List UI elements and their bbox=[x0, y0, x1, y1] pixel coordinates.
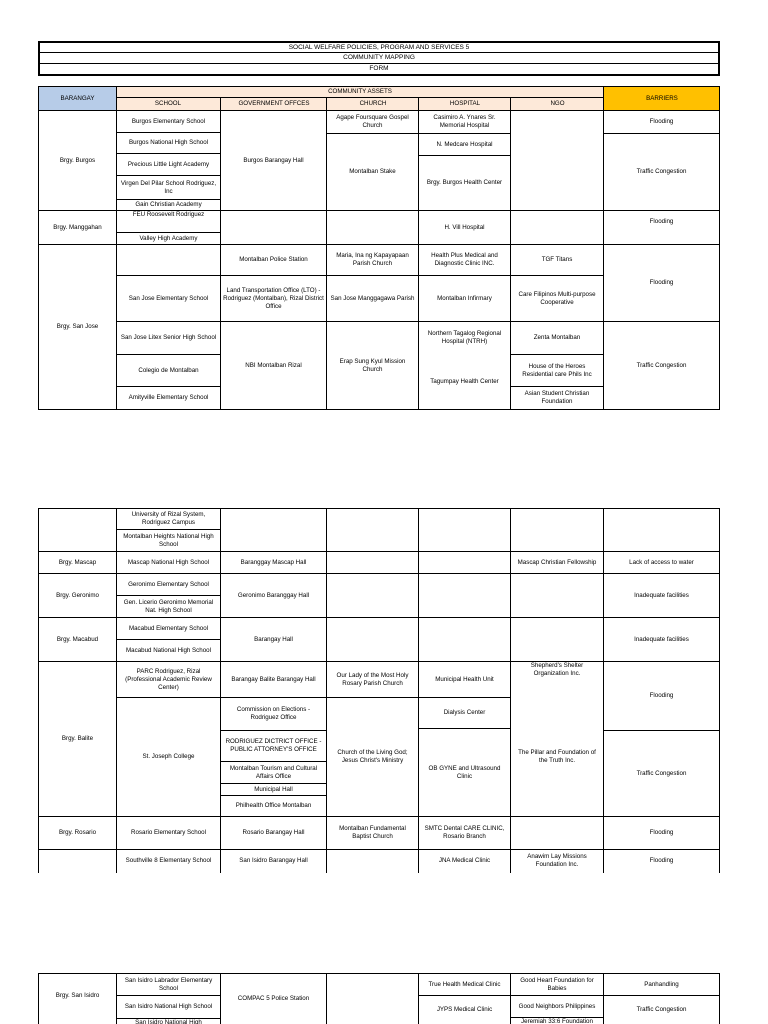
barrier-cell: Flooding bbox=[649, 857, 674, 864]
school-cell: Macabud National High School bbox=[126, 646, 211, 654]
school-cell: Burgos Elementary School bbox=[131, 117, 206, 125]
school-header: SCHOOL bbox=[154, 100, 182, 107]
church-cell: Agape Foursquare Gospel Church bbox=[336, 114, 409, 129]
barrier-cell: Lack of access to water bbox=[629, 558, 694, 566]
ngo-cell: House of the Heroes Residential care Phils Inc bbox=[522, 362, 592, 378]
barangay-name: Brgy. Mascap bbox=[58, 558, 97, 566]
border bbox=[38, 74, 720, 76]
hospital-cell: True Health Medical Clinic bbox=[428, 980, 501, 988]
ngo-cell: Good Heart Foundation for Babies bbox=[520, 976, 594, 992]
barrier-cell: Traffic Congestion bbox=[636, 1006, 687, 1013]
gov-cell: Montalban Tourism and Cultural Affairs Office bbox=[229, 764, 318, 780]
hospital-cell: OB GYNE and Ultrasound Clinic bbox=[428, 764, 501, 780]
barangay-header: BARANGAY bbox=[60, 95, 95, 102]
barrier-cell: Inadequate facilities bbox=[634, 635, 689, 643]
ngo-cell: Zenta Montalban bbox=[533, 334, 581, 341]
school-cell: Amityville Elementary School bbox=[128, 394, 209, 401]
school-cell: San Jose Elementary School bbox=[128, 294, 209, 302]
school-cell: Gen. Licerio Geronimo Memorial Nat. High School bbox=[123, 598, 214, 614]
gov-cell: Geronimo Baranggay Hall bbox=[237, 591, 310, 599]
hospital-cell: Casimiro A. Ynares Sr. Memorial Hospital bbox=[433, 114, 496, 129]
gov-cell: Burgos Barangay Hall bbox=[243, 156, 304, 164]
barrier-cell: Flooding bbox=[649, 218, 674, 225]
school-cell: San Isidro National High bbox=[135, 1019, 202, 1024]
border bbox=[718, 41, 720, 76]
barangay-name: Brgy. San Isidro bbox=[55, 992, 100, 999]
school-cell: Montalban Heights National High School bbox=[123, 532, 214, 548]
school-cell: Geronimo Elementary School bbox=[128, 580, 209, 588]
barangay-name: Brgy. Macabud bbox=[56, 635, 99, 643]
gov-cell: Philhealth Office Montalban bbox=[235, 802, 312, 809]
hospital-cell: JNA Medical Clinic bbox=[438, 857, 491, 864]
barangay-name: Brgy. Geronimo bbox=[56, 591, 99, 599]
ngo-cell: The Pillar and Foundation of the Truth Inc. bbox=[518, 749, 596, 764]
school-cell: Virgen Del Pilar School Rodriguez, Inc bbox=[120, 179, 217, 195]
gov-header: GOVERNMENT OFFCES bbox=[238, 100, 310, 107]
church-cell: Maria, Ina ng Kapayapaan Parish Church bbox=[336, 252, 409, 267]
school-cell: Colegio de Montalban bbox=[138, 366, 199, 374]
gov-cell: San Isidro Barangay Hall bbox=[239, 857, 308, 864]
school-cell: FEU Roosevelt Rodriguez bbox=[132, 211, 205, 218]
school-cell: PARC Rodriguez, Rizal (Professional Academic Review Center) bbox=[125, 667, 212, 691]
hospital-cell: Brgy. Burgos Health Center bbox=[426, 179, 503, 186]
school-cell: Macabud Elementary School bbox=[128, 624, 209, 632]
school-cell: Gain Christian Academy bbox=[135, 201, 202, 208]
hospital-cell: Municipal Health Unit bbox=[435, 675, 494, 683]
doc-title-line1: SOCIAL WELFARE POLICIES, PROGRAM AND SERVICES 5 bbox=[288, 43, 470, 51]
ngo-cell: TGF Titans bbox=[541, 256, 573, 263]
hospital-header: HOSPITAL bbox=[449, 100, 481, 107]
doc-title-line2: COMMUNITY MAPPING bbox=[343, 54, 415, 61]
barangay-name: Brgy. Rosario bbox=[58, 829, 97, 836]
school-cell: San Isidro Labrador Elementary School bbox=[124, 976, 213, 992]
school-cell: Mascap National High School bbox=[127, 558, 210, 566]
barrier-cell: Flooding bbox=[649, 692, 674, 699]
school-cell: Valley High Academy bbox=[139, 234, 198, 242]
community-assets-header: COMMUNITY ASSETS bbox=[328, 88, 392, 95]
barangay-name: Brgy. Balite bbox=[61, 735, 94, 742]
ngo-cell: Anawim Lay Missions Foundation Inc. bbox=[527, 853, 587, 868]
barrier-cell: Inadequate facilities bbox=[634, 591, 689, 599]
gov-cell: Baranggay Mascap Hall bbox=[240, 558, 307, 566]
barrier-cell: Traffic Congestion bbox=[636, 769, 687, 777]
barriers-header: BARRIERS bbox=[646, 95, 678, 102]
barrier-cell: Flooding bbox=[649, 279, 674, 286]
school-cell: San Jose Litex Senior High School bbox=[120, 334, 217, 341]
church-cell: Montalban Stake bbox=[349, 168, 396, 175]
ngo-cell: Asian Student Christian Foundation bbox=[524, 390, 590, 405]
gov-cell: Barangay Balite Barangay Hall bbox=[231, 675, 316, 683]
hospital-cell: Dialysis Center bbox=[443, 709, 486, 716]
ngo-cell: Jeremiah 33:6 Foundation bbox=[521, 1018, 593, 1024]
gov-cell: Rosario Barangay Hall bbox=[242, 829, 305, 836]
gov-cell: Montalban Police Station bbox=[239, 256, 308, 263]
hospital-cell: N. Medcare Hospital bbox=[436, 140, 493, 148]
gov-cell: RODRIGUEZ DICTRICT OFFICE - PUBLIC ATTORNEY'S OFFICE bbox=[225, 738, 322, 753]
hospital-cell: Health Plus Medical and Diagnostic Clinic INC. bbox=[431, 252, 498, 267]
school-cell: St. Joseph College bbox=[142, 753, 195, 760]
barrier-cell: Traffic Congestion bbox=[636, 361, 687, 369]
school-cell: Precious Little Light Academy bbox=[127, 160, 210, 168]
barangay-name: Brgy. San Jose bbox=[56, 323, 99, 330]
hospital-cell: JYPS Medical Clinic bbox=[436, 1006, 493, 1013]
hospital-cell: Montalban Infirmary bbox=[437, 294, 492, 302]
hospital-cell: SMTC Dental CARE CLINIC, Rosario Branch bbox=[424, 825, 505, 840]
church-cell: Erap Sung Kyul Mission Church bbox=[339, 357, 406, 373]
church-cell: Our Lady of the Most Holy Rosary Parish Church bbox=[336, 671, 409, 687]
ngo-cell: Shepherd's Shelter Organization Inc. bbox=[530, 662, 584, 677]
ngo-cell: Care Filipinos Multi-purpose Cooperative bbox=[518, 290, 596, 306]
gov-cell: Barangay Hall bbox=[254, 635, 293, 643]
school-cell: San Isidro National High School bbox=[124, 1003, 213, 1010]
gov-cell: Municipal Hall bbox=[254, 785, 293, 793]
school-cell: University of Rizal System, Rodriguez Campus bbox=[131, 511, 206, 526]
gov-cell: Land Transportation Office (LTO) - Rodriguez (Montalban), Rizal District Office bbox=[223, 286, 324, 310]
barrier-cell: Flooding bbox=[649, 829, 674, 836]
ngo-cell: Good Neighbors Philippines bbox=[518, 1002, 596, 1010]
barangay-name: Brgy. Manggahan bbox=[53, 223, 102, 231]
church-cell: San Jose Manggagawa Parish bbox=[330, 294, 415, 302]
ngo-cell: Mascap Christian Fellowship bbox=[517, 558, 597, 566]
church-cell: Montalban Fundamental Baptist Church bbox=[339, 825, 406, 840]
school-cell: Burgos National High School bbox=[128, 139, 209, 146]
barrier-cell: Panhandling bbox=[644, 980, 679, 988]
school-cell: Southville 8 Elementary School bbox=[125, 857, 212, 864]
ngo-header: NGO bbox=[550, 100, 565, 107]
barangay-name: Brgy. Burgos bbox=[59, 156, 96, 164]
school-cell: Rosario Elementary School bbox=[131, 829, 206, 836]
gov-cell: Commission on Elections - Rodriguez Office bbox=[236, 706, 311, 721]
doc-title-line3: FORM bbox=[369, 65, 389, 72]
barrier-cell: Traffic Congestion bbox=[636, 168, 687, 175]
barrier-cell: Flooding bbox=[649, 118, 674, 125]
hospital-cell: H. Vill Hospital bbox=[444, 223, 485, 231]
church-cell: Church of the Living God; Jesus Christ's Ministry bbox=[337, 749, 408, 764]
gov-cell: COMPAC 5 Police Station bbox=[237, 995, 310, 1002]
church-header: CHURCH bbox=[359, 100, 387, 107]
hospital-cell: Northern Tagalog Regional Hospital (NTRH) bbox=[427, 330, 502, 345]
hospital-cell: Tagumpay Health Center bbox=[430, 378, 499, 385]
gov-cell: NBI Montalban Rizal bbox=[245, 361, 302, 369]
